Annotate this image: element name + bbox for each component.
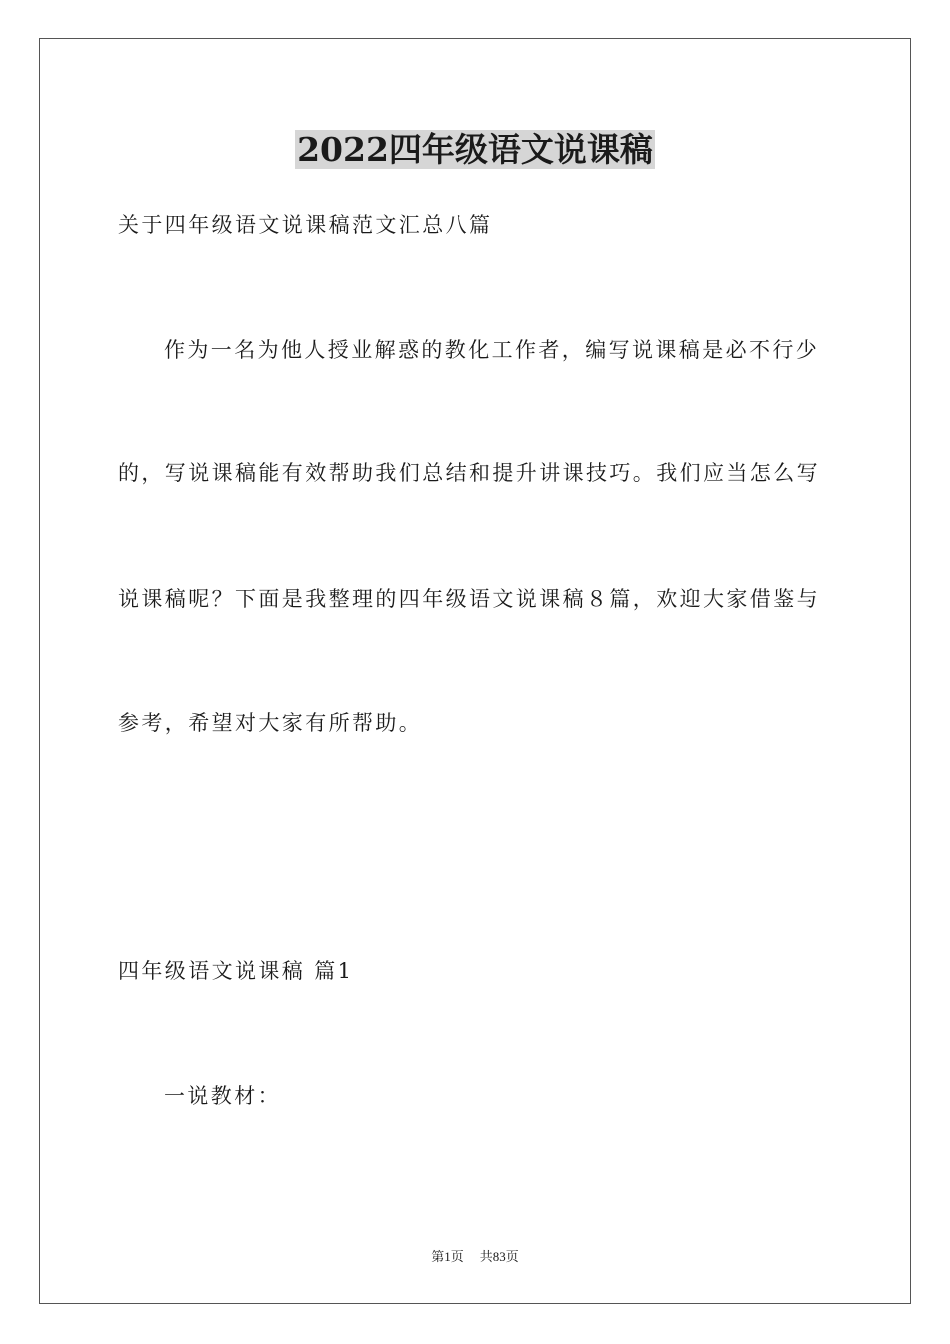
document-title <box>0 128 950 172</box>
page-footer <box>0 1248 950 1266</box>
section-item: 一说教材： <box>164 1084 281 1108</box>
page-number: 第1页 <box>431 1249 464 1264</box>
intro-line-1: 作为一名为他人授业解惑的教化工作者，编写说课稿是必不行少 <box>164 338 820 362</box>
intro-line-4: 参考，希望对大家有所帮助。 <box>118 711 423 735</box>
section-heading: 四年级语文说课稿 篇1 <box>118 959 354 983</box>
document-subtitle: 关于四年级语文说课稿范文汇总八篇 <box>118 213 493 237</box>
intro-line-3: 说课稿呢？下面是我整理的四年级语文说课稿８篇，欢迎大家借鉴与 <box>118 587 820 611</box>
intro-line-2: 的，写说课稿能有效帮助我们总结和提升讲课技巧。我们应当怎么写 <box>118 461 820 485</box>
document-title-text: 2022四年级语文说课稿 <box>297 130 653 169</box>
page-total: 共83页 <box>479 1249 519 1264</box>
